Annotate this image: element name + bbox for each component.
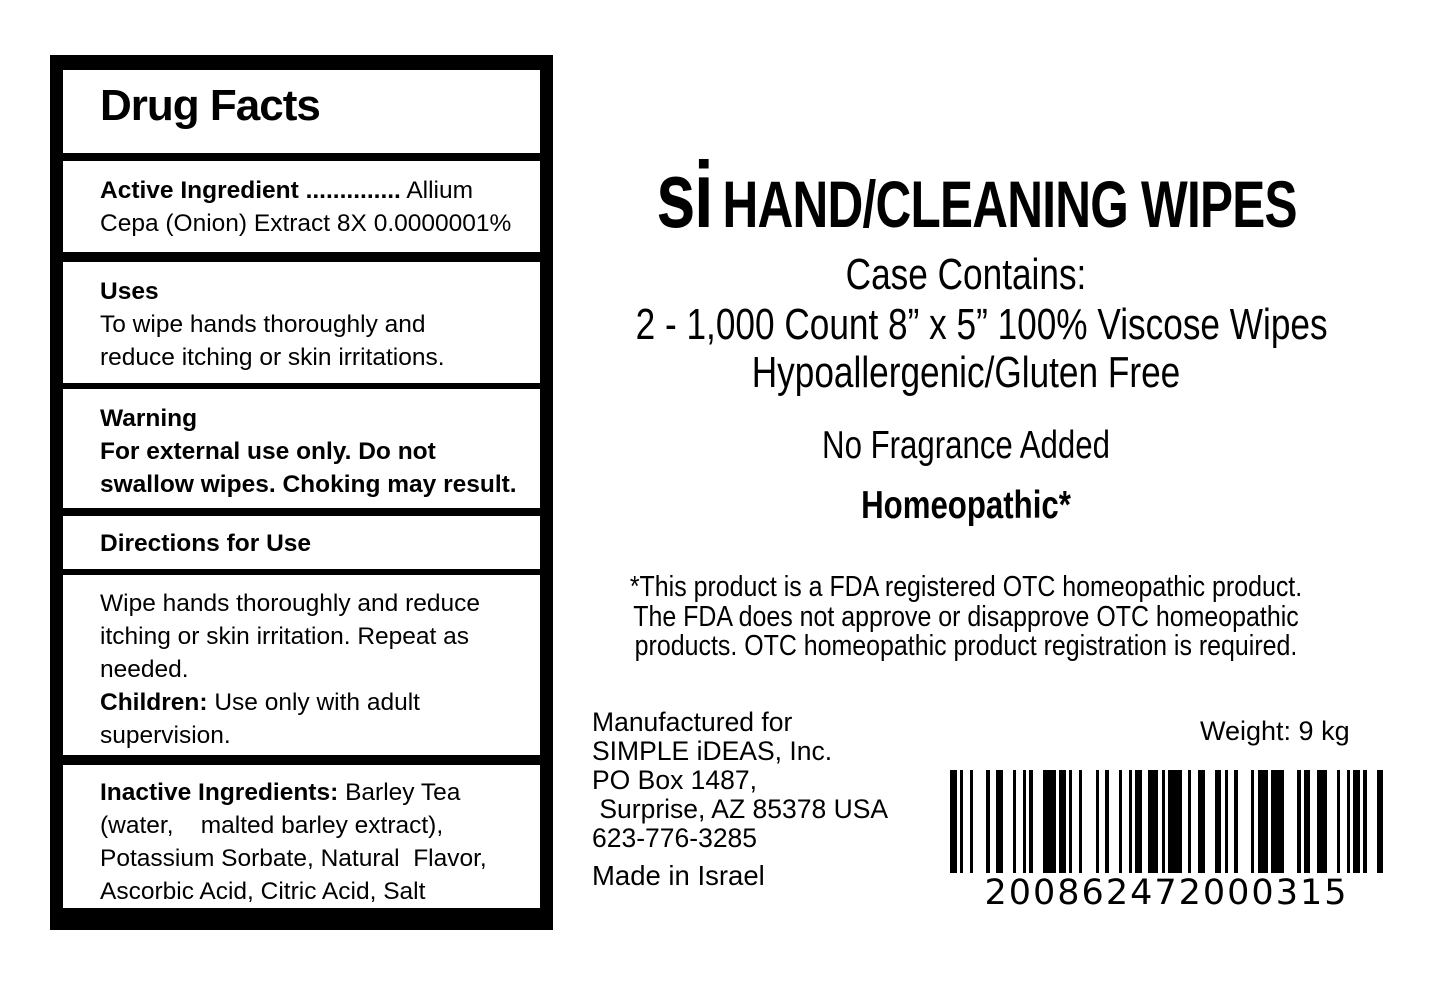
directions-line3: needed. — [100, 656, 189, 683]
inactive-ingredients-section — [63, 765, 540, 908]
product-title-line — [656, 142, 1297, 251]
inactive-line3: Potassium Sorbate, Natural Flavor, — [100, 845, 487, 872]
inactive-line2: (water, malted barley extract), — [100, 812, 444, 839]
fda-disclaimer-line2: The FDA does not approve or disapprove OTC homeopathic — [633, 600, 1299, 633]
fda-disclaimer — [611, 573, 1321, 662]
fragrance-claim: No Fragrance Added — [822, 424, 1110, 467]
manufacturer-line4: Surprise, AZ 85378 USA — [592, 794, 889, 824]
uses-heading: Uses — [100, 278, 159, 305]
manufacturer-line3: PO Box 1487, — [592, 765, 757, 795]
manufacturer-line5: 623-776-3285 — [592, 823, 758, 853]
active-ingredient-line2: Cepa (Onion) Extract 8X 0.0000001% — [100, 210, 512, 237]
directions-heading: Directions for Use — [100, 530, 312, 557]
active-ingredient-label: Active Ingredient .............. — [100, 177, 401, 204]
directions-body-section — [63, 575, 540, 755]
drug-facts-panel — [50, 55, 553, 930]
inactive-line1-text: Barley Tea — [338, 779, 461, 806]
barcode-number: 200862472000315 — [984, 873, 1349, 913]
inactive-line1 — [100, 776, 522, 809]
case-contents: 2 - 1,000 Count 8” x 5” 100% Viscose Wipes — [635, 300, 1328, 349]
case-contains-label: Case Contains: — [845, 250, 1087, 299]
directions-line2: itching or skin irritation. Repeat as — [100, 623, 470, 650]
fda-disclaimer-line1: *This product is a FDA registered OTC homeopathic product. — [629, 571, 1303, 603]
children-text: Use only with adult — [207, 689, 420, 716]
weight-label: Weight: 9 kg — [1200, 716, 1350, 746]
manufacturer-line1: Manufactured for — [592, 707, 793, 737]
hypoallergenic-claim: Hypoallergenic/Gluten Free — [751, 348, 1181, 397]
warning-heading: Warning — [100, 405, 198, 432]
barcode-bars — [950, 770, 1383, 873]
brand-logo: si — [656, 142, 713, 247]
country-of-origin: Made in Israel — [592, 860, 765, 891]
children-line1 — [100, 686, 522, 719]
active-ingredient-line1 — [100, 174, 522, 207]
uses-section — [63, 262, 540, 383]
uses-line2: reduce itching or skin irritations. — [100, 344, 445, 371]
warning-line1: For external use only. Do not — [100, 438, 436, 465]
barcode — [950, 770, 1383, 913]
product-info-column — [553, 0, 1379, 985]
children-label: Children: — [100, 689, 208, 716]
children-line2: supervision. — [100, 722, 231, 749]
homeopathic-claim: Homeopathic* — [861, 484, 1071, 527]
active-ingredient-value: Allium — [400, 177, 474, 204]
inactive-line4: Ascorbic Acid, Citric Acid, Salt — [100, 878, 426, 905]
uses-line1: To wipe hands thoroughly and — [100, 311, 426, 338]
directions-heading-box — [63, 516, 540, 569]
product-title: HAND/CLEANING WIPES — [722, 167, 1297, 241]
directions-line1: Wipe hands thoroughly and reduce — [100, 590, 481, 617]
manufacturer-line2: SIMPLE iDEAS, Inc. — [592, 736, 833, 766]
warning-line2: swallow wipes. Choking may result. — [100, 471, 517, 498]
drug-facts-title: Drug Facts — [100, 81, 320, 130]
inactive-ingredients-label: Inactive Ingredients: — [100, 779, 339, 806]
active-ingredient-section — [63, 161, 540, 252]
manufacturer-block — [592, 708, 888, 892]
drug-facts-title-box — [63, 70, 540, 153]
fda-disclaimer-line3: products. OTC homeopathic product registration is required. — [634, 630, 1298, 662]
warning-section — [63, 389, 540, 508]
